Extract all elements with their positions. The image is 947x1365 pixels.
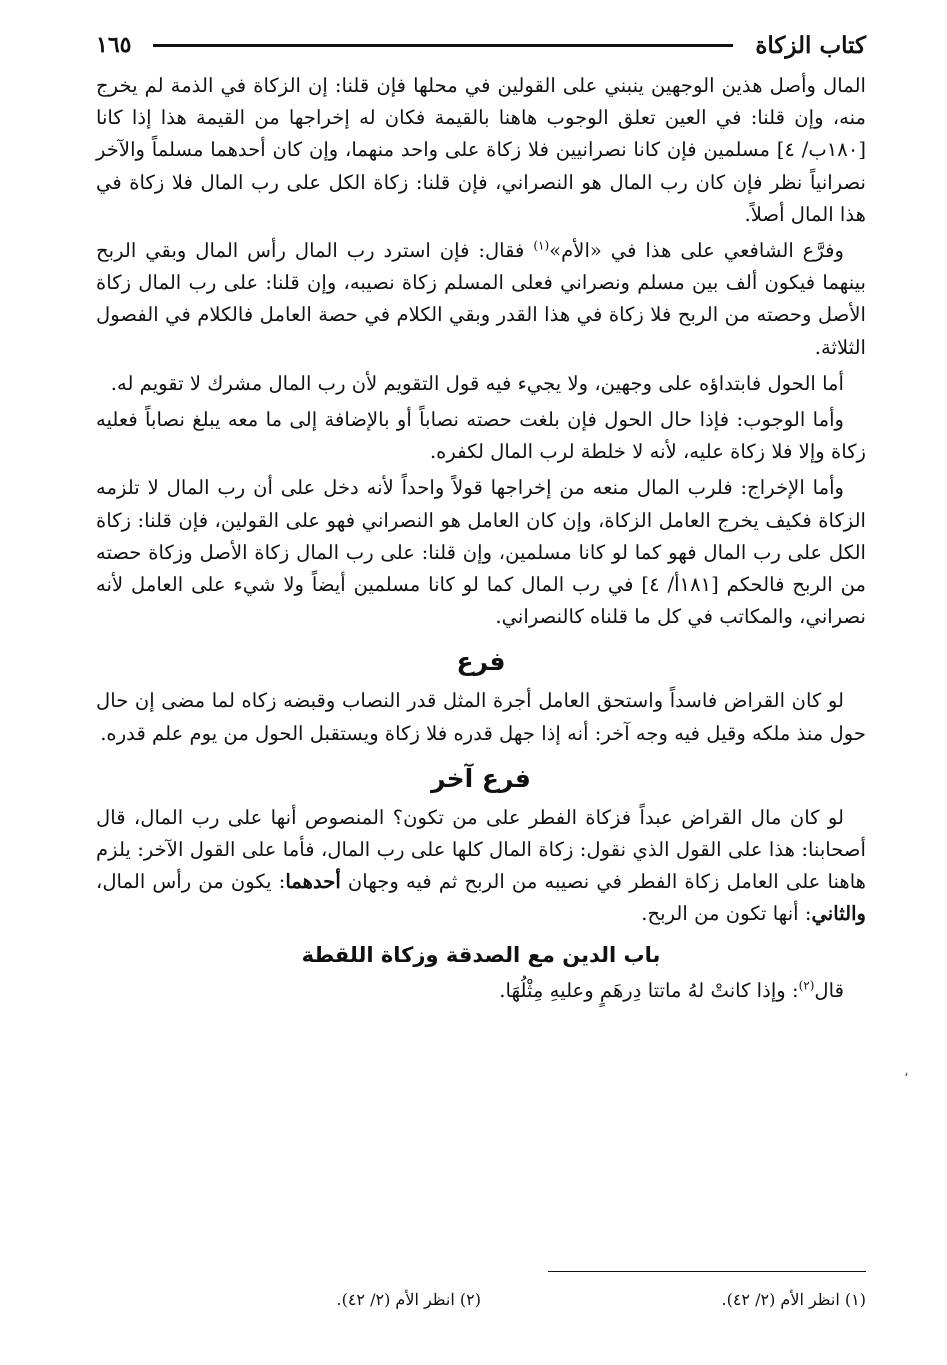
quoted-text bbox=[96, 975, 866, 1007]
paragraph-3: أما الحول فابتداؤه على وجهين، ولا يجيء فيه قول التقويم لأن رب المال مشرك لا تقويم له. bbox=[110, 371, 844, 395]
paragraph-2 bbox=[96, 235, 866, 364]
running-header bbox=[96, 30, 866, 60]
footnote-1: (١) انظر الأم (٢/ ٤٢). bbox=[721, 1290, 866, 1309]
section-heading-far-akhar: فرع آخر bbox=[431, 763, 531, 793]
chapter-heading: باب الدين مع الصدقة وزكاة اللقطة bbox=[301, 942, 661, 967]
paragraph-7-text-b: : يكون من رأس المال، bbox=[96, 870, 286, 894]
footnote-ref-2: (٢) bbox=[798, 978, 815, 993]
margin-mark: ، bbox=[904, 1064, 909, 1080]
paragraph-7-text-a: لو كان مال القراض عبداً فزكاة الفطر على من تكون؟ المنصوص أنها على رب المال، قال أصحابنا: هذا على القول الذي نقول: زكاة المال كلها على رب المال، فأما على القول الآخر: يلزم هاهنا على العامل زكاة الفطر في نصيبه من الربح ثم فيه وجهان bbox=[96, 805, 866, 894]
quoted-matn: : وإذا كانتْ لهُ ماتتا دِرهَمٍ وعليهِ مِثْلُهَا. bbox=[499, 978, 799, 1002]
paragraph-7-text-c: : أنها تكون من الربح. bbox=[641, 902, 812, 926]
paragraph-1: المال وأصل هذين الوجهين ينبني على القولين في محلها فإن قلنا: إن الزكاة في الذمة لم يخرج منه، وإن قلنا: في العين تعلق الوجوب هاهنا بالقيمة فكان له إخراجها من القيمة هذا إذا كانا [١٨٠ب/ ٤] مسلمين فإن كانا نصرانيين فلا زكاة على واحد منهما، وإن كان أحدهما مسلماً والآخر نصرانياً نظر فإن كان رب المال هو النصراني، فإن قلنا: زكاة الكل على رب المال فلا زكاة في هذا المال أصلاً. bbox=[96, 74, 866, 226]
footnotes bbox=[96, 1290, 866, 1320]
paragraph-2-rest: فقال: فإن استرد رب المال رأس المال وبقي الربح بينهما فيكون ألف بين مسلم ونصراني فعلى المسلم زكاة نصيبه، وإن قلنا: على رب المال زكاة الأصل وحصته من الربح فلا زكاة في هذا القدر وبقي الكلام في حصة العامل فالكلام في الفصول الثلاثة. bbox=[96, 239, 866, 359]
header-rule bbox=[153, 44, 733, 47]
paragraph-7-bold-althani: والثاني bbox=[811, 902, 866, 926]
paragraph-6: لو كان القراض فاسداً واستحق العامل أجرة المثل قدر النصاب وقبضه زكاه لما مضى إن حال حول منذ ملكه وقيل فيه وجه آخر: أنه إذا جهل قدره فلا زكاة ويستقبل الحول من يوم علم قدره. bbox=[96, 689, 866, 745]
page-number: ١٦٥ bbox=[96, 32, 132, 58]
paragraph-5: وأما الإخراج: فلرب المال منعه من إخراجها قولاً واحداً لأنه دخل على أن رب المال لا تلزمه الزكاة فكيف يخرج العامل الزكاة، وإن كان العامل هو النصراني فهو على القولين، فإن قلنا: زكاة الكل على رب المال فهو كما لو كانا مسلمين، وإن قلنا: على رب المال زكاة الأصل وزكاة حصته من الربح فالحكم [١٨١أ/ ٤] في رب المال كما لو كانا مسلمين أيضاً ولا شيء على العامل لأنه نصراني، والمكاتب في كل ما قلناه كالنصراني. bbox=[96, 476, 866, 629]
main-text bbox=[96, 70, 866, 1007]
header-title: كتاب الزكاة bbox=[755, 31, 866, 59]
paragraph-4: وأما الوجوب: فإذا حال الحول فإن بلغت حصته نصاباً أو بالإضافة إلى ما معه يبلغ نصاباً فعليه زكاة وإلا فلا زكاة عليه، لأنه لا خلطة لرب المال لكفره. bbox=[96, 408, 866, 464]
footnote-ref-1: (١) bbox=[533, 238, 550, 253]
qala: قال bbox=[814, 978, 844, 1002]
footnote-divider bbox=[548, 1271, 866, 1272]
section-heading-far: فرع bbox=[456, 647, 506, 677]
paragraph-7-bold-ahaduhuma: أحدهما bbox=[285, 870, 341, 894]
footnote-2: (٢) انظر الأم (٢/ ٤٢). bbox=[336, 1290, 481, 1309]
paragraph-2-start: وفرَّع الشافعي على هذا في «الأم» bbox=[549, 239, 844, 263]
paragraph-7 bbox=[96, 802, 866, 931]
